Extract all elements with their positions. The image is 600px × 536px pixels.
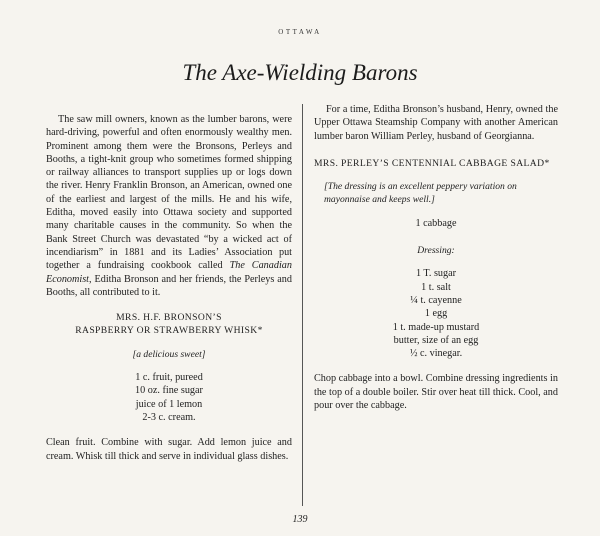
dressing-label: Dressing: (417, 245, 455, 257)
whisk-recipe-title-line-1: MRS. H.F. BRONSON’S (116, 312, 222, 324)
ingredient-line: 1 c. fruit, pureed (135, 372, 203, 384)
ingredient-line: 1 egg (424, 308, 448, 320)
column-divider (302, 104, 303, 506)
whisk-ingredient-list (46, 371, 292, 424)
right-column (314, 103, 558, 412)
ingredient-line: ¼ t. cayenne (410, 294, 462, 306)
ingredient-line: 1 T. sugar (415, 268, 457, 280)
ingredient-line: 1 t. salt (421, 281, 451, 293)
cabbage-method: Chop cabbage into a bowl. Combine dressing ingredients in the top of a double boiler. Stir over heat till thick. Cool, and pour over the cabbage. (314, 373, 558, 412)
book-title-reference: The Canadian Economist (46, 260, 292, 285)
intro-text-part-1: The saw mill owners, known as the lumber barons, were hard-driving, powerful and often enormously wealthy men. Prominent among them were the Bronsons, Perleys and Booths, a tight-knit group who sometimes formed shipping or railway alliances to transport supplies up or logs down the river. Henry Franklin Bronson, an American, owned one of the earliest and largest of the mills. He and his wife, Editha, moved easily into Ottawa society and supported many charitable causes in the community. So when the Bank Street Church was devastated “by a wicked act of incendiarism” in 1881 and its Ladies’ Association put together a fundraising cookbook called (46, 114, 292, 272)
ingredient-line: 1 t. made-up mustard (392, 321, 480, 333)
ingredient-line: 10 oz. fine sugar (135, 385, 203, 397)
whisk-recipe-note: [a delicious sweet] (132, 348, 206, 360)
ingredient-line: butter, size of an egg (393, 334, 479, 346)
chapter-title: The Axe-Wielding Barons (182, 60, 418, 85)
cabbage-recipe-note: [The dressing is an excellent peppery variation on mayonnaise and keeps well.] (324, 181, 517, 206)
dressing-ingredient-list (314, 267, 558, 360)
running-head: OTTAWA (278, 28, 322, 36)
left-intro-paragraph (46, 113, 292, 299)
whisk-recipe-title-line-2: RASPBERRY OR STRAWBERRY WHISK* (75, 325, 263, 337)
main-ingredient: 1 cabbage (415, 217, 457, 229)
right-intro-paragraph: For a time, Editha Bronson’s husband, Henry, owned the Upper Ottawa Steamship Company with another American lumber baron William Perley, husband of Georgianna. (314, 104, 558, 142)
ingredient-line: ½ c. vinegar. (409, 348, 463, 360)
cabbage-recipe-title: MRS. PERLEY’S CENTENNIAL CABBAGE SALAD* (314, 157, 550, 169)
ingredient-line: 2-3 c. cream. (142, 411, 196, 423)
page-number: 139 (292, 514, 308, 525)
whisk-method: Clean fruit. Combine with sugar. Add lemon juice and cream. Whisk till thick and serve in individual glass dishes. (46, 437, 292, 462)
intro-text-part-2: , Editha Bronson and her friends, the Perleys and Booths, all contributed to it. (46, 273, 292, 298)
ingredient-line: juice of 1 lemon (135, 398, 203, 410)
left-column (46, 113, 292, 463)
